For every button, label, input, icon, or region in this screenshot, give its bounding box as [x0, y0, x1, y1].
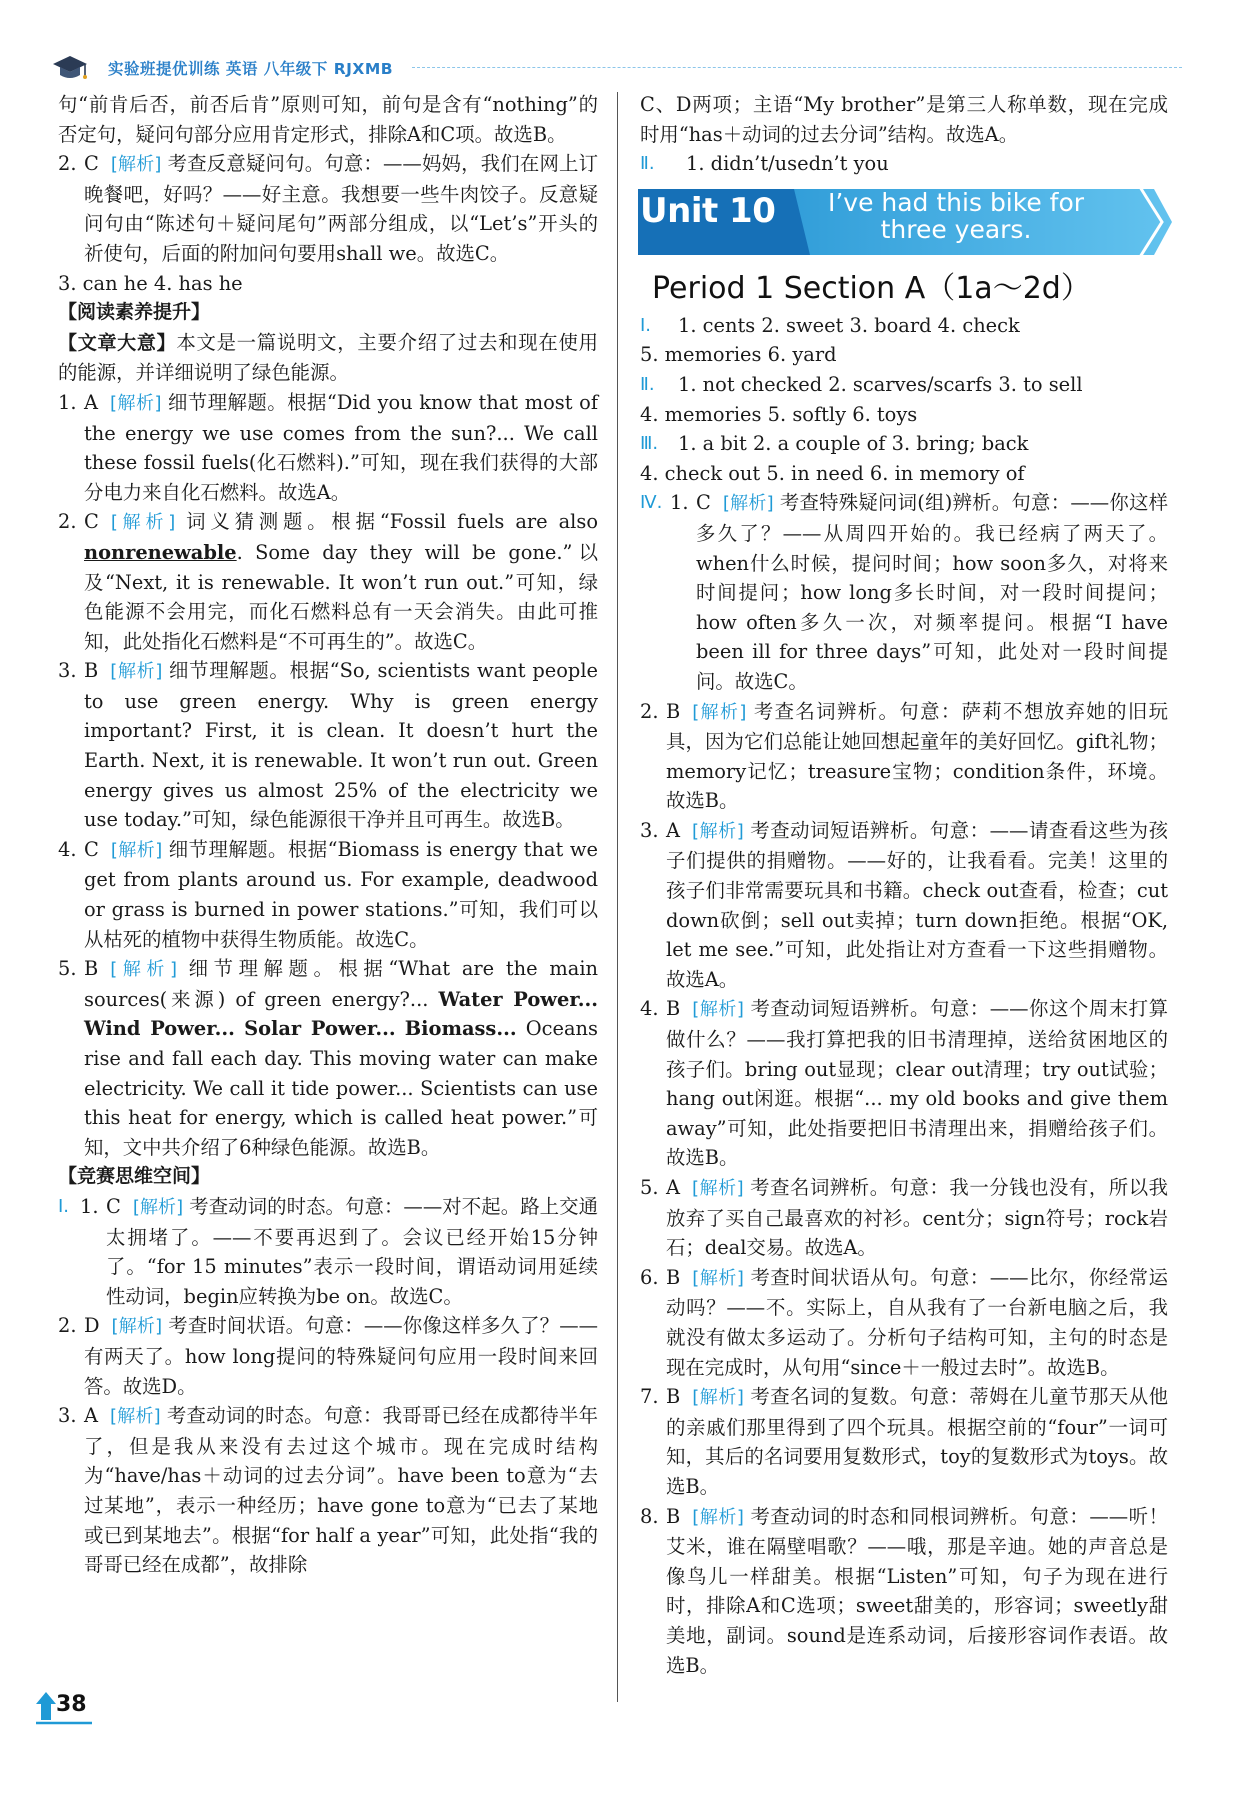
- bold-term: Solar Power...: [244, 1017, 396, 1041]
- answer-letter: C: [84, 152, 99, 176]
- analysis-tag: [解析]: [110, 959, 178, 981]
- item-number: 7.: [640, 1385, 659, 1409]
- graduation-cap-icon: [52, 54, 88, 82]
- analysis-text: . Some day they will be gone.”以及“Next, it is renewable. It won’t run out.”可知，绿色能源不会用完，而化石燃料总有一天会消失。由此可推知，此处指化石燃料是“不可再生的”。故选C。: [84, 540, 598, 653]
- roman-numeral: Ⅰ.: [640, 314, 652, 336]
- answer-item: [58, 954, 598, 1162]
- answer-letter: D: [84, 1314, 100, 1338]
- answer-letter: C: [106, 1194, 121, 1218]
- item-number: 3.: [58, 659, 77, 683]
- column-divider: [617, 92, 618, 1702]
- analysis-text: 考查名词辨析。句意：萨莉不想放弃她的旧玩具，因为它们总能让她回想起童年的美好回忆。gift礼物；memory记忆；treasure宝物；condition条件，环境。故选B。: [666, 699, 1169, 813]
- answer-item: [640, 1382, 1168, 1501]
- answer-text: 1. didn’t/usedn’t you: [686, 152, 889, 176]
- analysis-tag: [解析]: [692, 1267, 744, 1289]
- answer-text: 1. a bit 2. a couple of 3. bring; back: [678, 432, 1029, 456]
- item-number: 2.: [640, 699, 659, 723]
- item-number: 2.: [58, 1314, 77, 1338]
- answer-item: [640, 697, 1168, 816]
- answer-letter: B: [84, 659, 99, 683]
- analysis-tag: [解析]: [110, 392, 162, 414]
- item-number: 1.: [58, 390, 77, 414]
- analysis-text: 考查名词辨析。句意：我一分钱也没有，所以我放弃了买自己最喜欢的衬衫。cent分；sign符号；rock岩石；deal交易。故选A。: [666, 1176, 1169, 1260]
- item-number: 2.: [58, 152, 77, 176]
- roman-numeral: Ⅲ.: [640, 433, 659, 455]
- answer-text: 5. memories 6. yard: [640, 343, 837, 367]
- answer-item: [640, 994, 1168, 1173]
- roman-numeral: Ⅱ.: [640, 153, 655, 175]
- answer-letter: B: [666, 997, 681, 1021]
- analysis-tag: [解析]: [110, 154, 162, 176]
- bold-term: Water Power...: [438, 987, 599, 1011]
- item-number: 6.: [640, 1265, 659, 1289]
- unit-label: Unit 10: [640, 190, 776, 231]
- answer-letter: A: [666, 818, 681, 842]
- unit-banner: [634, 183, 1174, 261]
- item-number: 3.: [58, 1404, 77, 1428]
- answer-letter: A: [84, 1404, 99, 1428]
- answer-item: [58, 388, 598, 507]
- answer-text: 1. not checked 2. scarves/scarfs 3. to sell: [678, 372, 1083, 396]
- answer-letter: A: [84, 390, 99, 414]
- item-number: 3.: [640, 818, 659, 842]
- item-number: 2.: [58, 510, 77, 534]
- unit-title: I’ve had this bike for three years.: [827, 187, 1085, 244]
- answer-item: [58, 656, 598, 835]
- answer-text: 1. cents 2. sweet 3. board 4. check: [678, 313, 1020, 337]
- analysis-text: 考查动词短语辨析。句意：——请查看这些为孩子们提供的捐赠物。——好的，让我看看。完美！这里的孩子们非常需要玩具和书籍。check out查看，检查；cut down砍倒；sell out卖掉；turn down拒绝。根据“OK, let me see.”可知，此处指让对方查看一下这些捐赠物。故选A。: [666, 818, 1169, 991]
- analysis-tag: [解析]: [692, 701, 747, 723]
- item-number: 5.: [58, 957, 77, 981]
- answer-line: [640, 429, 1168, 459]
- answer-line: 3. can he 4. has he: [58, 271, 243, 295]
- roman-numeral: Ⅱ.: [640, 373, 655, 395]
- answer-text: 4. memories 5. softly 6. toys: [640, 402, 918, 426]
- summary-text: 本文是一篇说明文，主要介绍了过去和现在使用的能源，并详细说明了绿色能源。: [58, 330, 598, 385]
- answer-letter: B: [666, 1504, 681, 1528]
- roman-numeral: Ⅳ.: [640, 492, 663, 514]
- analysis-text: 考查动词的时态和同根词辨析。句意：——听！艾米，谁在隔壁唱歌？——哦，那是辛迪。她的声音总是像鸟儿一样甜美。根据“Listen”可知，句子为现在进行时，排除A和C选项；sweet甜美的，形容词；sweetly甜美地，副词。sound是连系动词，后接形容词作表语。故选B。: [666, 1504, 1169, 1677]
- item-number: 1.: [670, 491, 689, 515]
- answer-item: [58, 1192, 598, 1311]
- answer-letter: B: [84, 957, 99, 981]
- answer-item: [58, 1401, 598, 1580]
- answer-item: [640, 1173, 1168, 1263]
- section-heading: 【阅读素养提升】: [58, 301, 211, 324]
- analysis-tag: [解析]: [692, 820, 744, 842]
- answer-item: [58, 835, 598, 954]
- analysis-text: 考查动词短语辨析。句意：——你这个周末打算做什么？——我打算把我的旧书清理掉，送给贫困地区的孩子们。bring out显现；clear out清理；try out试验；hang out闲逛。根据“... my old books and give them away”可知，此处指要把旧书清理出来，捐赠给孩子们。故选B。: [666, 997, 1169, 1170]
- answer-item: [58, 1311, 598, 1401]
- item-number: 1.: [80, 1194, 99, 1218]
- answer-item: [640, 1502, 1168, 1681]
- header-rule: [412, 67, 1182, 68]
- item-number: 4.: [58, 837, 77, 861]
- bold-term: Wind Power...: [84, 1017, 235, 1041]
- item-number: 5.: [640, 1176, 659, 1199]
- right-column: [640, 90, 1168, 1680]
- bold-term: Biomass...: [404, 1017, 517, 1041]
- answer-item: [58, 507, 598, 656]
- underlined-word: nonrenewable: [84, 540, 237, 564]
- analysis-tag: [解析]: [110, 512, 176, 534]
- period-title: Period 1 Section A（1a～2d）: [652, 270, 1091, 306]
- analysis-text: 词义猜测题。根据“Fossil fuels are also: [181, 510, 599, 534]
- analysis-tag: [解析]: [110, 839, 163, 861]
- header-title: 实验班提优训练 英语 八年级下 RJXMB: [108, 60, 394, 78]
- answer-item: [58, 149, 598, 268]
- analysis-text: 细节理解题。根据“What are the main sources(来源) of green energy?...: [84, 957, 599, 1011]
- continued-explanation: C、D两项；主语“My brother”是第三人称单数，现在完成时用“has＋动词的过去分词”结构。故选A。: [640, 93, 1168, 146]
- answer-letter: A: [666, 1176, 681, 1199]
- analysis-text: 考查时间状语从句。句意：——比尔，你经常运动吗？——不。实际上，自从我有了一台新电脑之后，我就没有做太多运动了。分析句子结构可知，主句的时态是现在完成时，从句用“since＋一般过去时”。故选B。: [666, 1265, 1169, 1379]
- page-number-badge: [34, 1690, 94, 1726]
- analysis-text: 考查动词的时态。句意：我哥哥已经在成都待半年了，但是我从来没有去过这个城市。现在完成时结构为“have/has＋动词的过去分词”。have been to意为“去过某地”，表示一种经历；have gone to意为“已去了某地或已到某地去”。根据“for half a year”可知，此处指“我的哥哥已经在成都”，故排除: [84, 1404, 598, 1577]
- analysis-text: 细节理解题。根据“Biomass is energy that we get from plants around us. For example, deadwood or grass is burned in power stations.”可知，我们可以从枯死的植物中获得生物质能。故选C。: [84, 837, 598, 951]
- answer-letter: B: [666, 1265, 681, 1289]
- analysis-text: 考查时间状语。句意：——你像这样多久了？——有两天了。how long提问的特殊疑问句应用一段时间来回答。故选D。: [84, 1314, 599, 1398]
- analysis-text: 考查名词的复数。句意：蒂姆在儿童节那天从他的亲戚们那里得到了四个玩具。根据空前的“four”一词可知，其后的名词要用复数形式，toy的复数形式为toys。故选B。: [666, 1385, 1168, 1498]
- answer-line: [640, 370, 1168, 400]
- analysis-text: 考查特殊疑问词(组)辨析。句意：——你这样多久了？——从周四开始的。我已经病了两天了。when什么时候，提问时间；how soon多久，对将来时间提问；how long多长时间，对一段时间提问；how often多久一次，对频率提问。根据“I have been ill for three days”可知，此处对一段时间提问。故选C。: [696, 491, 1168, 693]
- analysis-text: 细节理解题。根据“Did you know that most of the energy we use comes from the sun?... We call these fossil fuels(化石燃料).”可知，现在我们获得的大部分电力来自化石燃料。故选A。: [84, 390, 599, 504]
- answer-letter: C: [84, 510, 99, 534]
- answer-item: [640, 1263, 1168, 1382]
- analysis-tag: [解析]: [132, 1196, 184, 1218]
- answer-line: [640, 149, 1168, 179]
- analysis-tag: [解析]: [111, 1316, 163, 1338]
- item-number: 8.: [640, 1504, 659, 1528]
- page-header: [52, 50, 1182, 90]
- section-heading: 【竞赛思维空间】: [58, 1165, 211, 1188]
- analysis-text: 细节理解题。根据“So, scientists want people to use green energy. Why is green energy important? First, it is clean. It doesn’t hurt the Earth. Next, it is renewable. It won’t run out. Green energy gives us almost 25% of the electricity we use today.”可知，绿色能源很干净并且可再生。故选B。: [84, 659, 599, 832]
- left-column: [58, 90, 598, 1580]
- continued-explanation: 句“前肯后否，前否后肯”原则可知，前句是含有“nothing”的否定句，疑问句部分应用肯定形式，排除A和C项。故选B。: [58, 93, 598, 146]
- item-number: 4.: [640, 997, 659, 1021]
- summary-label: 【文章大意】: [58, 331, 177, 354]
- analysis-tag: [解析]: [692, 1506, 744, 1528]
- answer-letter: B: [666, 699, 681, 723]
- analysis-tag: [解析]: [692, 1387, 744, 1409]
- analysis-text: 考查动词的时态。句意：——对不起。路上交通太拥堵了。——不要再迟到了。会议已经开始15分钟了。“for 15 minutes”表示一段时间，谓语动词用延续性动词，begin应转换为be on。故选C。: [106, 1194, 599, 1308]
- page-number: 38: [56, 1692, 87, 1717]
- answer-item: [640, 488, 1168, 696]
- answer-item: [640, 816, 1168, 995]
- analysis-tag: [解析]: [722, 493, 774, 515]
- answer-letter: B: [666, 1385, 681, 1409]
- roman-numeral: Ⅰ.: [58, 1195, 70, 1217]
- analysis-tag: [解析]: [692, 999, 744, 1021]
- answer-letter: C: [84, 837, 99, 861]
- analysis-tag: [解析]: [110, 1406, 161, 1428]
- analysis-text: Oceans rise and fall each day. This moving water can make electricity. We call it tide power... Scientists can use this heat for energy, which is called heat power.”可知，文中共介绍了6种绿色能源。故选B。: [84, 1017, 598, 1159]
- answer-text: 4. check out 5. in need 6. in memory of: [640, 461, 1025, 485]
- analysis-tag: [解析]: [110, 661, 163, 683]
- analysis-text: 考查反意疑问句。句意：——妈妈，我们在网上订晚餐吧，好吗？——好主意。我想要一些牛肉饺子。反意疑问句由“陈述句＋疑问尾句”两部分组成，以“Let’s”开头的祈使句，后面的附加问句要用shall we。故选C。: [84, 152, 598, 265]
- answer-line: [640, 311, 1168, 341]
- analysis-tag: [解析]: [692, 1178, 744, 1199]
- answer-letter: C: [696, 491, 711, 515]
